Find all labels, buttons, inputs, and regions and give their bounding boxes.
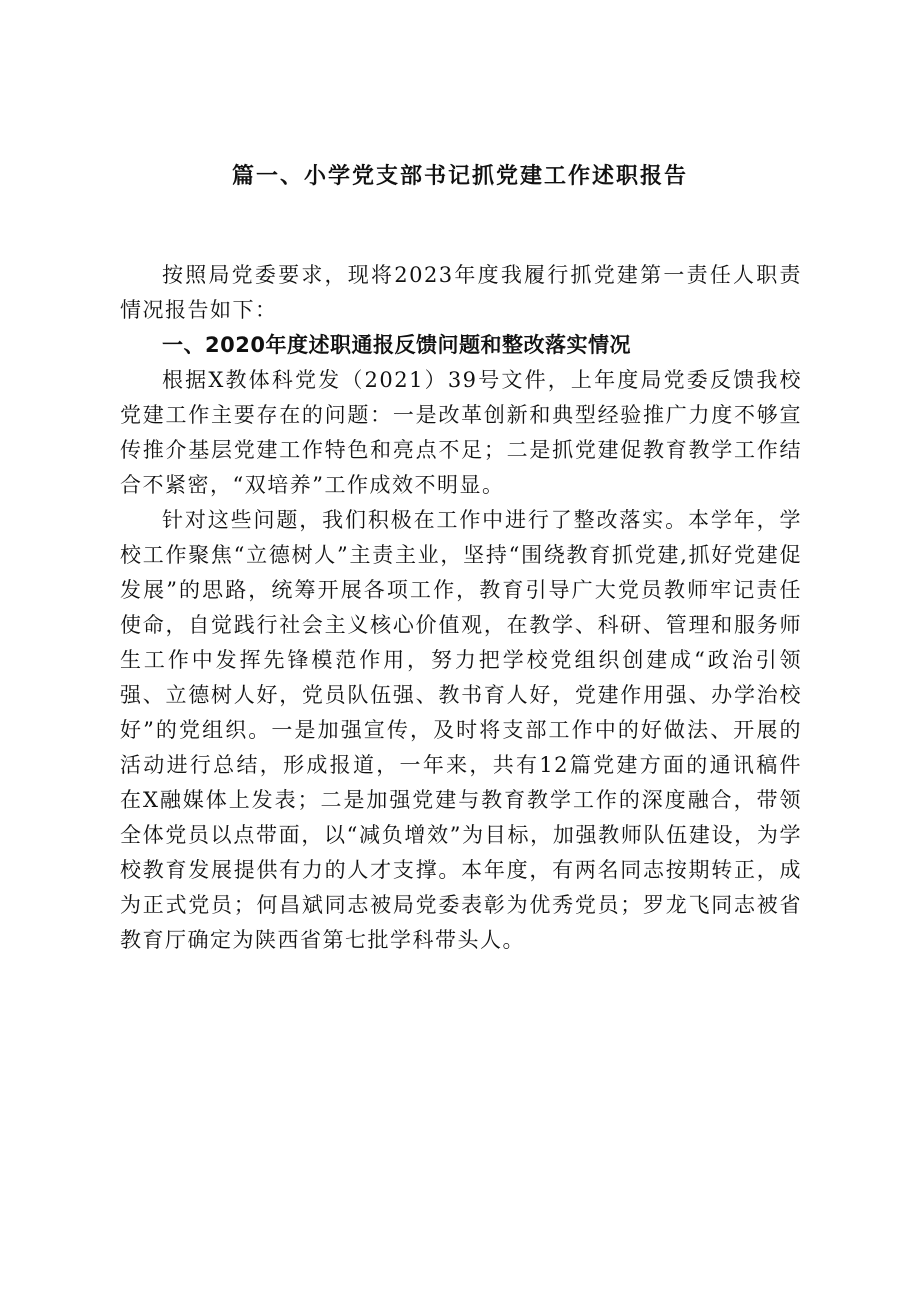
document-body: [120, 258, 802, 958]
document-title: 篇一、小学党支部书记抓党建工作述职报告: [231, 163, 688, 189]
section-heading-1: 一、2020年度述职通报反馈问题和整改落实情况: [162, 333, 631, 357]
paragraph-rectification: 针对这些问题，我们积极在工作中进行了整改落实。本学年，学校工作聚焦“立德树人”主责主业，坚持“围绕教育抓党建,抓好党建促发展”的思路，统筹开展各项工作，教育引导广大党员教师牢记责任使命，自觉践行社会主义核心价值观，在教学、科研、管理和服务师生工作中发挥先锋模范作用，努力把学校党组织创建成“政治引领强、立德树人好，党员队伍强、教书育人好，党建作用强、办学治校好”的党组织。一是加强宣传，及时将支部工作中的好做法、开展的活动进行总结，形成报道，一年来，共有12篇党建方面的通讯稿件在X融媒体上发表；二是加强党建与教育教学工作的深度融合，带领全体党员以点带面，以“减负增效”为目标，加强教师队伍建设，为学校教育发展提供有力的人才支撑。本年度，有两名同志按期转正，成为正式党员；何昌斌同志被局党委表彰为优秀党员；罗龙飞同志被省教育厅确定为陕西省第七批学科带头人。: [120, 508, 802, 952]
intro-paragraph: 按照局党委要求，现将2023年度我履行抓党建第一责任人职责情况报告如下：: [120, 263, 802, 322]
paragraph-problems: 根据X教体科党发（2021）39号文件，上年度局党委反馈我校党建工作主要存在的问题：一是改革创新和典型经验推广力度不够宣传推介基层党建工作特色和亮点不足；二是抓党建促教育教学工作结合不紧密，“双培养”工作成效不明显。: [120, 368, 802, 497]
